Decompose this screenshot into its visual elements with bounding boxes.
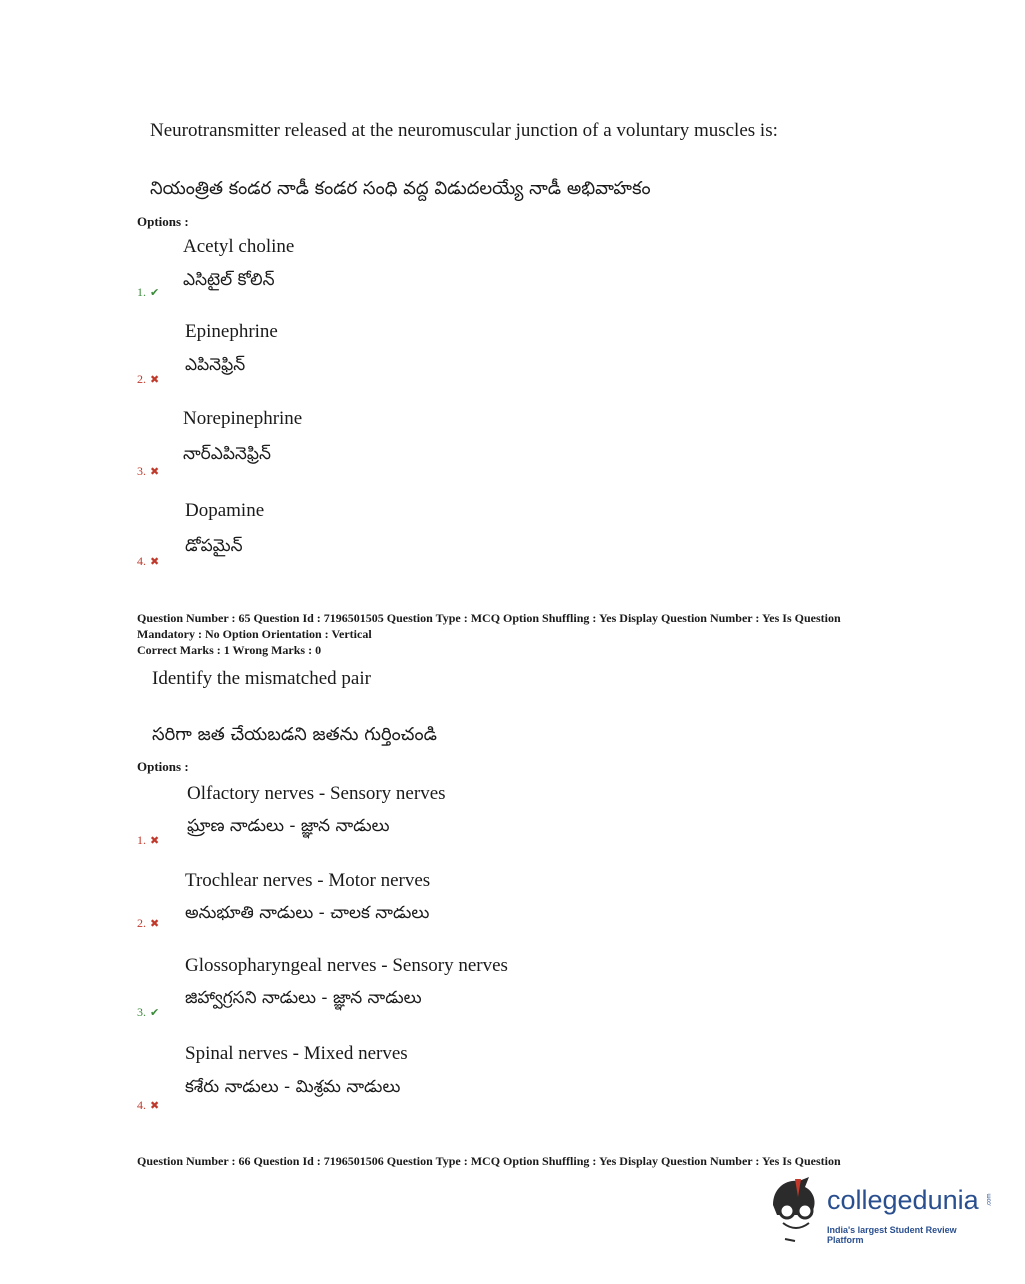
wrong-cross-icon: ✖ bbox=[150, 918, 160, 930]
q65-option-3-en: Glossopharyngeal nerves - Sensory nerves bbox=[185, 955, 508, 976]
option-number: 1. bbox=[137, 833, 146, 847]
q64-option-2-number bbox=[137, 372, 159, 387]
q64-option-2-en: Epinephrine bbox=[185, 321, 278, 342]
q65-meta: Question Number : 65 Question Id : 7196501505 Question Type : MCQ Option Shuffling : Yes Display Question Number : Yes Is Question Mandatory : No Option Orientation : Vertical bbox=[137, 611, 841, 641]
wrong-cross-icon: ✖ bbox=[150, 466, 160, 478]
q65-option-2-te: అనుభూతి నాడులు - చాలక నాడులు bbox=[185, 903, 430, 923]
q64-option-4-number bbox=[137, 554, 159, 569]
q65-option-4-en: Spinal nerves - Mixed nerves bbox=[185, 1043, 408, 1064]
q64-question-te: నియంత్రిత కండర నాడీ కండర సంధి వద్ద విడుదలయ్యే నాడీ అభివాహకం bbox=[150, 178, 651, 199]
q65-option-1-en: Olfactory nerves - Sensory nerves bbox=[187, 783, 446, 804]
q64-option-2-te: ఎపినెఫ్రిన్ bbox=[185, 355, 246, 375]
mascot-icon bbox=[765, 1175, 825, 1245]
q65-question-en: Identify the mismatched pair bbox=[152, 668, 371, 689]
q66-meta: Question Number : 66 Question Id : 7196501506 Question Type : MCQ Option Shuffling : Yes Display Question Number : Yes Is Question bbox=[137, 1154, 841, 1168]
option-number: 2. bbox=[137, 916, 146, 930]
q65-marks: Correct Marks : 1 Wrong Marks : 0 bbox=[137, 643, 322, 657]
option-number: 1. bbox=[137, 285, 146, 299]
logo-tagline: India's largest Student Review Platform bbox=[827, 1225, 957, 1245]
q65-option-1-number bbox=[137, 833, 159, 848]
collegedunia-logo bbox=[765, 1175, 995, 1245]
q65-option-3-te: జిహ్వాగ్రసని నాడులు - జ్ఞాన నాడులు bbox=[185, 988, 422, 1008]
q65-option-1-te: ఘ్రాణ నాడులు - జ్ఞాన నాడులు bbox=[187, 816, 390, 836]
q64-option-4-en: Dopamine bbox=[185, 500, 265, 521]
q64-question-en: Neurotransmitter released at the neuromuscular junction of a voluntary muscles is: bbox=[150, 120, 778, 141]
q65-question-te: సరిగా జత చేయబడని జతను గుర్తించండి bbox=[152, 724, 437, 745]
q64-option-3-number bbox=[137, 464, 159, 479]
q64-option-1-te: ఎసిటైల్ కోలిన్ bbox=[183, 270, 275, 290]
option-number: 3. bbox=[137, 1005, 146, 1019]
logo-name: collegedunia bbox=[827, 1185, 979, 1215]
q65-options-label: Options : bbox=[137, 759, 189, 774]
q65-option-2-number bbox=[137, 916, 159, 931]
q65-option-2-en: Trochlear nerves - Motor nerves bbox=[185, 870, 431, 891]
wrong-cross-icon: ✖ bbox=[150, 556, 160, 568]
q65-option-4-number bbox=[137, 1098, 159, 1113]
logo-com: .com bbox=[986, 1193, 993, 1207]
wrong-cross-icon: ✖ bbox=[150, 374, 160, 386]
q64-option-3-en: Norepinephrine bbox=[183, 408, 303, 429]
q64-option-1-number bbox=[137, 285, 159, 300]
option-number: 4. bbox=[137, 554, 146, 568]
option-number: 4. bbox=[137, 1098, 146, 1112]
wrong-cross-icon: ✖ bbox=[150, 1100, 160, 1112]
option-number: 3. bbox=[137, 464, 146, 478]
q65-option-3-number bbox=[137, 1005, 159, 1020]
option-number: 2. bbox=[137, 372, 146, 386]
correct-check-icon: ✔ bbox=[150, 287, 160, 299]
correct-check-icon: ✔ bbox=[150, 1007, 160, 1019]
wrong-cross-icon: ✖ bbox=[150, 835, 160, 847]
q64-option-4-te: డోపమైన్ bbox=[185, 536, 243, 556]
q65-option-4-te: కశేరు నాడులు - మిశ్రమ నాడులు bbox=[185, 1077, 401, 1097]
q64-option-1-en: Acetyl choline bbox=[183, 236, 295, 257]
q64-options-label: Options : bbox=[137, 214, 189, 229]
q64-option-3-te: నార్ఎపినెఫ్రిన్ bbox=[183, 444, 271, 464]
